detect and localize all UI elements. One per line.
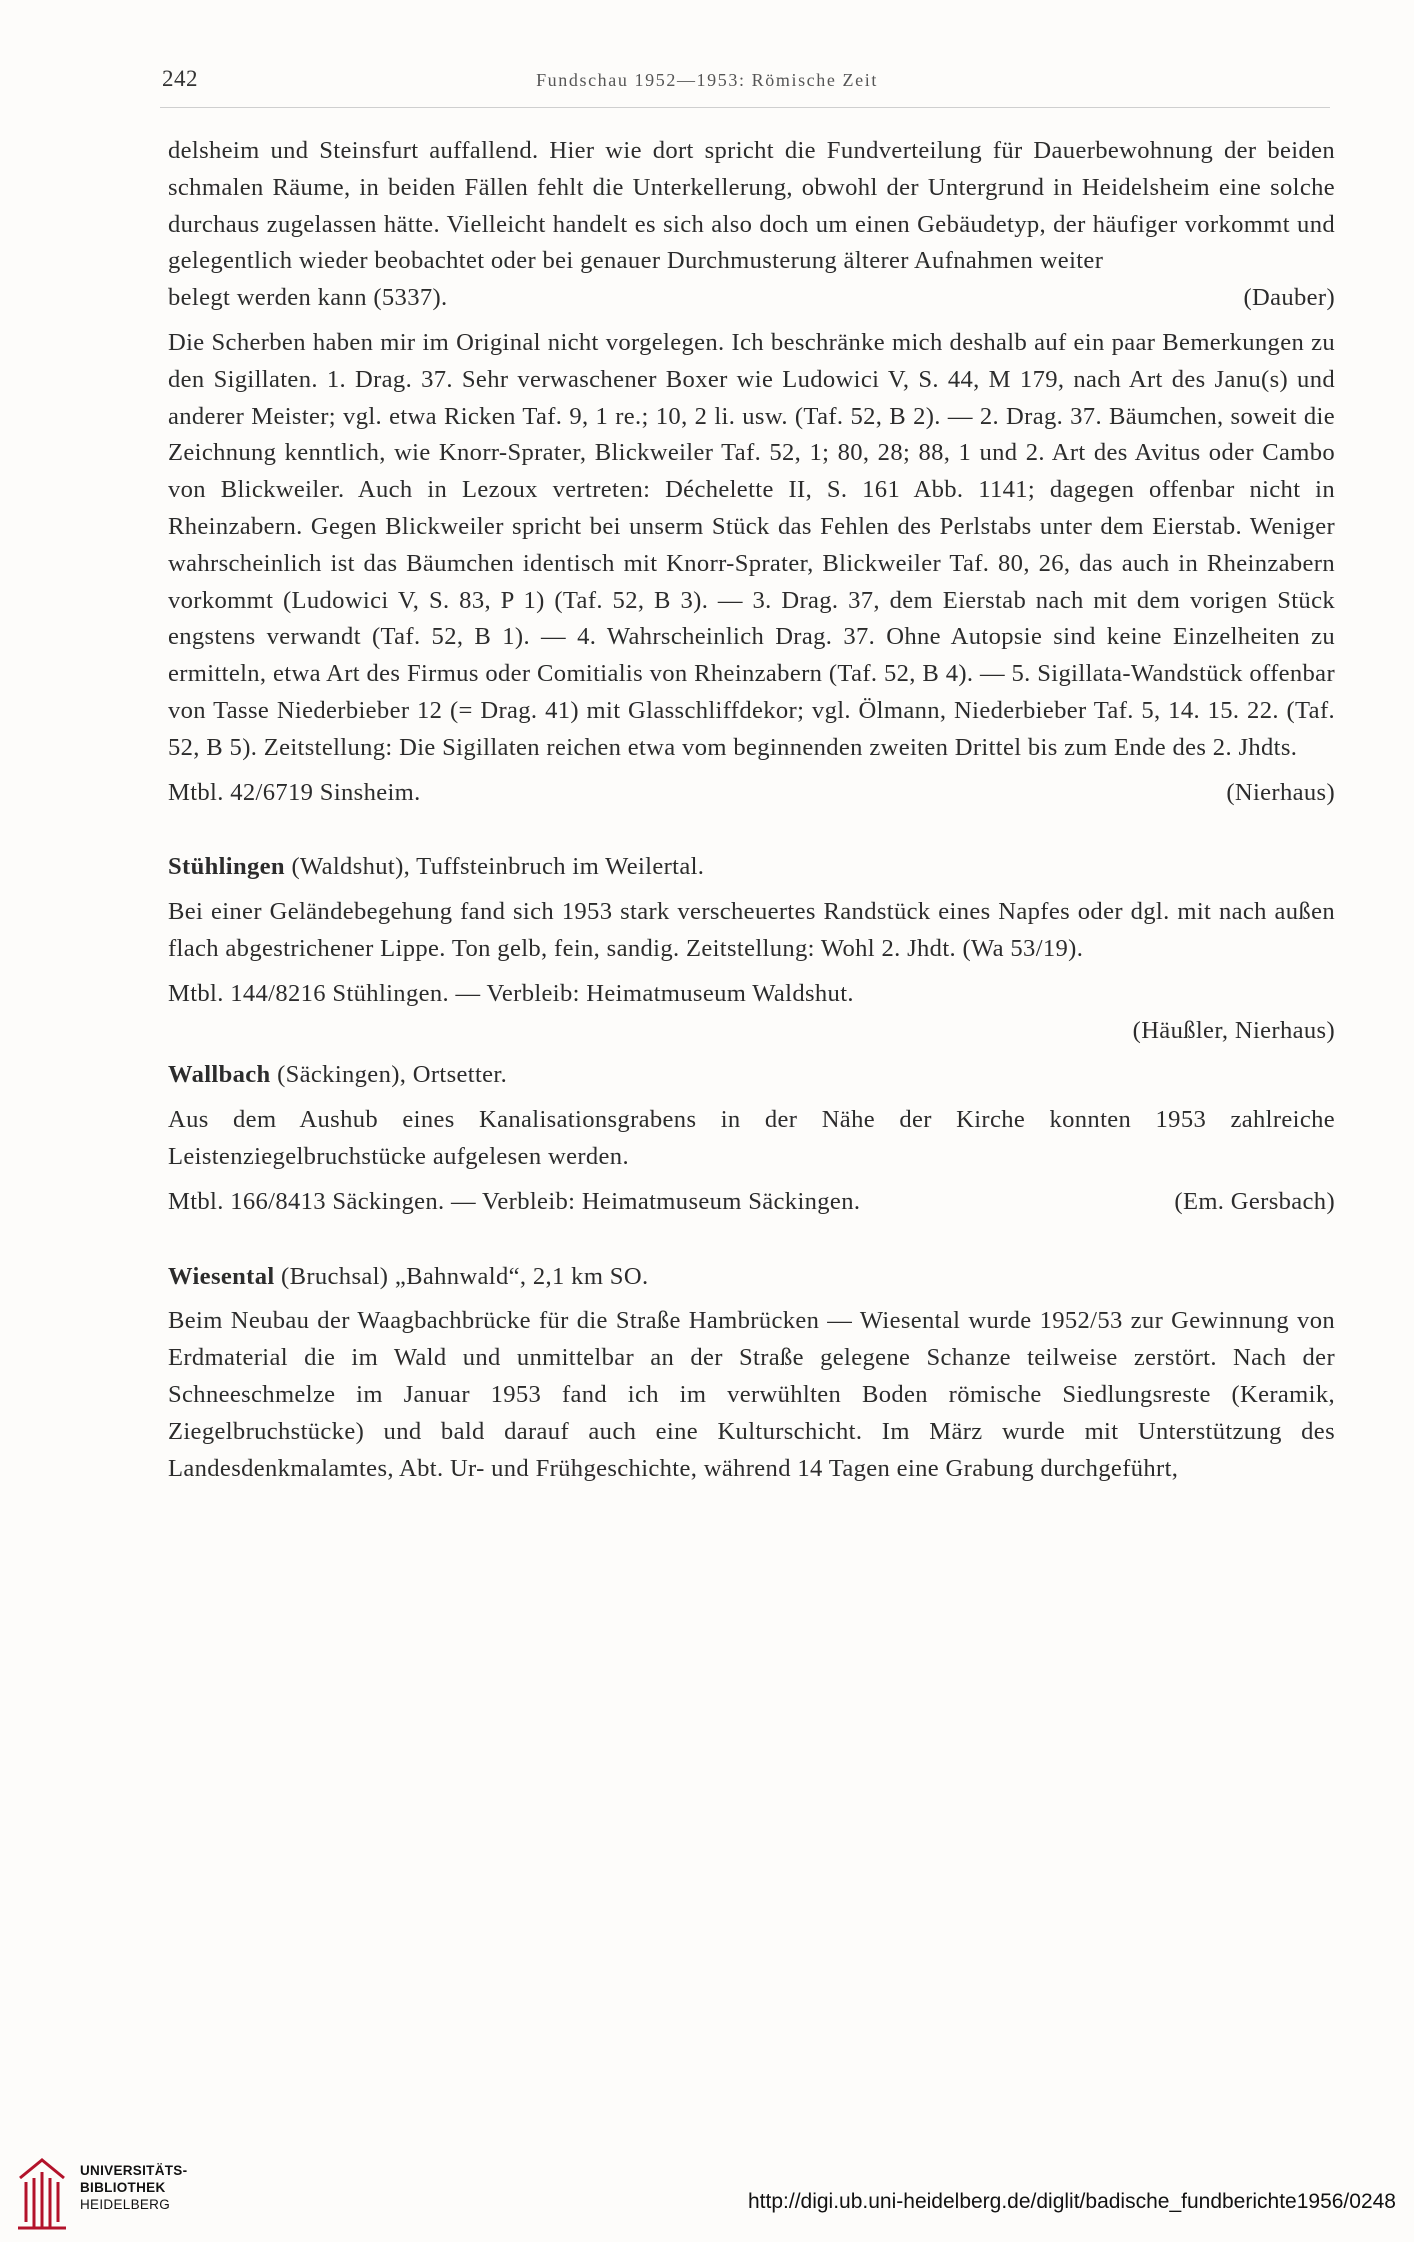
- site-location: (Bruchsal) „Bahnwald“, 2,1 km SO.: [274, 1262, 649, 1290]
- library-name-line: BIBLIOTHEK: [80, 2180, 166, 2195]
- paragraph-sigillata-notes: Die Scherben haben mir im Original nicht vorgelegen. Ich beschränke mich deshalb auf ein paar Bemerkungen zu den Sigillaten. 1. Drag. 37. Sehr verwaschener Boxer wie Ludowici V, S. 44, M 179, nach Art des Janu(s) und anderer Meister; vgl. etwa Ricken Taf. 9, 1 re.; 10, 2 li. usw. (Taf. 52, B 2). — 2. Drag. 37. Bäumchen, soweit die Zeichnung kenntlich, wie Knorr-Sprater, Blickweiler Taf. 52, 1; 80, 28; 88, 1 und 2. Art des Avitus oder Cambo von Blickweiler. Auch in Lezoux vertreten: Déchelette II, S. 161 Abb. 1141; dagegen offenbar nicht in Rheinzabern. Gegen Blickweiler spricht bei unserm Stück das Fehlen des Perlstabs unter dem Eierstab. Weniger wahrscheinlich ist das Bäumchen identisch mit Knorr-Sprater, Blickweiler Taf. 80, 26, das auch in Rheinzabern vorkommt (Ludowici V, S. 83, P 1) (Taf. 52, B 3). — 3. Drag. 37, dem Eierstab nach mit dem vorigen Stück engstens verwandt (Taf. 52, B 1). — 4. Wahrscheinlich Drag. 37. Ohne Autopsie sind keine Einzelheiten zu ermitteln, etwa Art des Firmus oder Comitialis von Rheinzabern (Taf. 52, B 4). — 5. Sigillata-Wandstück offenbar von Tasse Niederbieber 12 (= Drag. 41) mit Glasschliffdekor; vgl. Ölmann, Niederbieber Taf. 5, 14. 15. 22. (Taf. 52, B 5). Zeitstellung: Die Sigillaten reichen etwa vom beginnenden zweiten Drittel bis zum Ende des 2. Jhdts.: [168, 328, 1335, 761]
- site-name: Wallbach: [168, 1061, 271, 1089]
- author-signature: (Häußler, Nierhaus): [1132, 1016, 1335, 1044]
- map-reference: Mtbl. 42/6719 Sinsheim.: [168, 778, 421, 806]
- body-text: [168, 133, 1335, 1487]
- entry-wiesental: [168, 1259, 1335, 1488]
- entry-heading: [168, 1259, 1335, 1296]
- site-location: (Waldshut), Tuffsteinbruch im Weilertal.: [284, 853, 705, 881]
- map-reference: Mtbl. 144/8216 Stühlingen. — Verbleib: Heimatmuseum Waldshut.: [168, 979, 854, 1007]
- page-number: 242: [162, 66, 198, 91]
- library-book-icon: [14, 2148, 70, 2232]
- paragraph-heidelsheim-final-line: [168, 280, 1335, 317]
- paragraph-final-text: belegt werden kann (5337).: [168, 284, 448, 312]
- library-logo[interactable]: [14, 2148, 204, 2232]
- paragraph-heidelsheim-continuation: delsheim und Steinsfurt auffallend. Hier wie dort spricht die Fundverteilung für Dauerbewohnung der beiden schmalen Räume, in beiden Fällen fehlt die Unterkellerung, obwohl der Untergrund in Heidelsheim eine solche durchaus zugelassen hätte. Vielleicht handelt es sich also doch um einen Gebäudetyp, der häufiger vorkommt und gelegentlich wieder beobachtet oder bei genauer Durchmusterung älterer Aufnahmen weiter: [168, 137, 1335, 275]
- library-name-line: UNIVERSITÄTS-: [80, 2163, 188, 2178]
- entry-text: Bei einer Geländebegehung fand sich 1953 stark verscheuertes Randstück eines Napfes oder dgl. mit nach außen flach abgestrichener Lippe. Ton gelb, fein, sandig. Zeitstellung: Wohl 2. Jhdt. (Wa 53/19).: [168, 898, 1335, 962]
- source-url-link[interactable]: http://digi.ub.uni-heidelberg.de/diglit/badische_fundberichte1956/0248: [748, 2190, 1396, 2213]
- entry-heading: [168, 849, 1335, 886]
- site-name: Stühlingen: [168, 853, 285, 881]
- entry-text: Beim Neubau der Waagbachbrücke für die Straße Hambrücken — Wiesental wurde 1952/53 zur Gewinnung von Erdmaterial die im Wald und unmittelbar an der Straße gelegene Schanze teilweise zerstört. Nach der Schneeschmelze im Januar 1953 fand ich im verwühlten Boden römische Siedlungsreste (Keramik, Ziegelbruchstücke) und bald darauf auch eine Kulturschicht. Im März wurde mit Unterstützung des Landesdenkmalamtes, Abt. Ur- und Frühgeschichte, während 14 Tagen eine Grabung durchgeführt,: [168, 1307, 1335, 1482]
- entry-text: Aus dem Aushub eines Kanalisationsgrabens in der Nähe der Kirche konnten 1953 zahlreiche Leistenziegelbruchstücke aufgelesen werden.: [168, 1106, 1335, 1170]
- site-name: Wiesental: [168, 1262, 275, 1290]
- entry-heading: [168, 1057, 1335, 1094]
- entry-stuehlingen: [168, 849, 1335, 1049]
- author-signature: (Dauber): [1243, 284, 1335, 312]
- site-location: (Säckingen), Ortsetter.: [270, 1061, 508, 1089]
- author-signature: (Nierhaus): [1226, 778, 1335, 806]
- library-name: [80, 2162, 187, 2213]
- map-reference-line: [168, 775, 1335, 812]
- entry-wallbach: [168, 1057, 1335, 1220]
- map-reference: Mtbl. 166/8413 Säckingen. — Verbleib: Heimatmuseum Säckingen.: [168, 1187, 861, 1215]
- map-reference-line: [168, 1184, 1335, 1221]
- author-signature: (Em. Gersbach): [1174, 1187, 1335, 1215]
- library-name-line: HEIDELBERG: [80, 2197, 171, 2212]
- running-head: Fundschau 1952—1953: Römische Zeit: [536, 70, 878, 90]
- header-rule: [160, 107, 1330, 108]
